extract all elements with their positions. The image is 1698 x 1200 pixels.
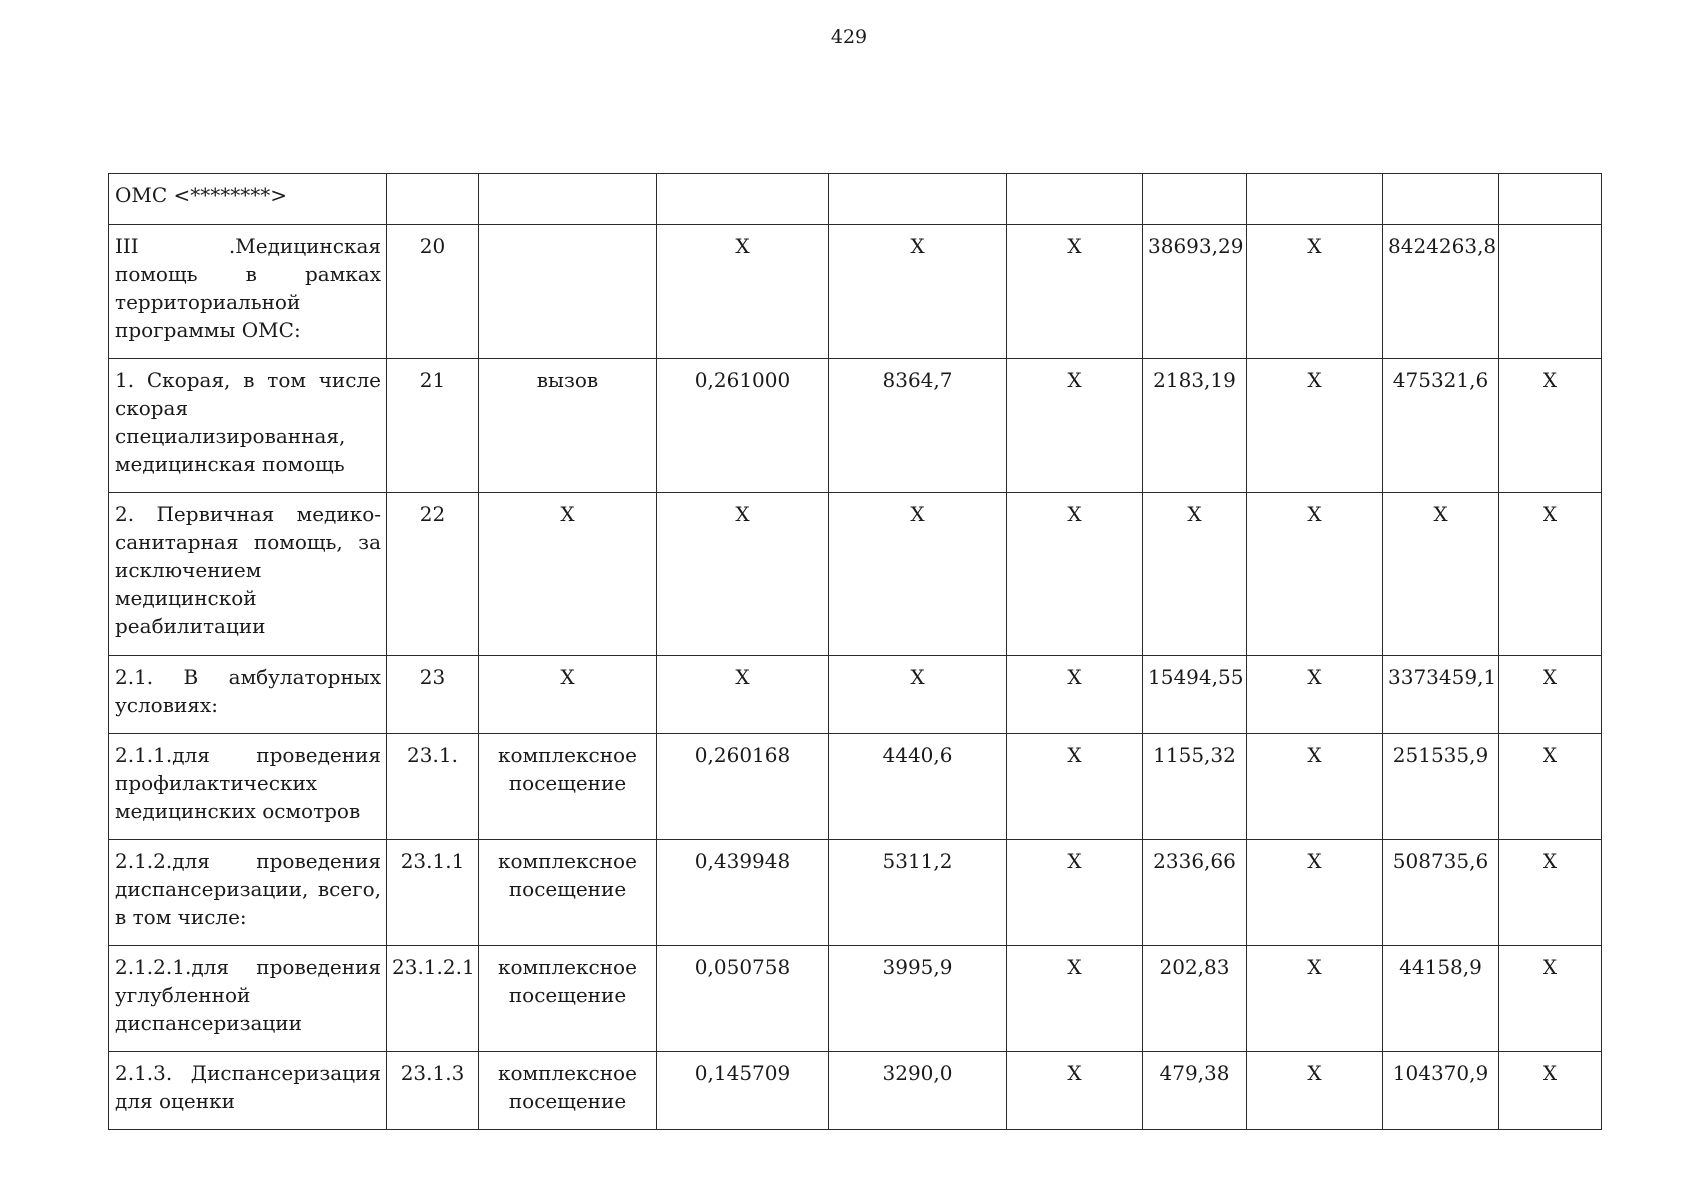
- table-cell-c6: 15494,55: [1143, 656, 1247, 734]
- table-cell-code: 22: [387, 493, 479, 656]
- table-cell-c7: X: [1247, 734, 1383, 840]
- table-row: [109, 946, 1602, 1052]
- table-cell-c6: 38693,29: [1143, 225, 1247, 359]
- table-cell-c7: X: [1247, 946, 1383, 1052]
- table-cell-c6: 2336,66: [1143, 840, 1247, 946]
- table-row: [109, 225, 1602, 359]
- table-cell-c6: 2183,19: [1143, 359, 1247, 493]
- table-cell-c8: 3373459,1: [1383, 656, 1499, 734]
- table-cell-code: 23: [387, 656, 479, 734]
- table-cell-c3: 0,260168: [657, 734, 829, 840]
- table-cell-c5: X: [1007, 946, 1143, 1052]
- table-cell-unit: вызов: [479, 359, 657, 493]
- table-cell-c7: X: [1247, 493, 1383, 656]
- table-cell-c7: X: [1247, 1052, 1383, 1130]
- table-cell-c9: [1499, 174, 1602, 225]
- table-cell-c7: X: [1247, 840, 1383, 946]
- table-cell-code: [387, 174, 479, 225]
- table-cell-c4: 4440,6: [829, 734, 1007, 840]
- table-cell-c3: [657, 174, 829, 225]
- table-cell-c5: X: [1007, 840, 1143, 946]
- table-cell-c8: 104370,9: [1383, 1052, 1499, 1130]
- table-cell-c5: X: [1007, 656, 1143, 734]
- table-cell-c8: 508735,6: [1383, 840, 1499, 946]
- table-cell-c4: 3290,0: [829, 1052, 1007, 1130]
- table-cell-unit: комплексное посещение: [479, 946, 657, 1052]
- table-cell-code: 23.1.1: [387, 840, 479, 946]
- table-cell-unit: [479, 225, 657, 359]
- table-cell-label: III .Медицинская помощь в рамках территориальной программы ОМС:: [109, 225, 387, 359]
- table-cell-code: 23.1.: [387, 734, 479, 840]
- table-cell-c8: X: [1383, 493, 1499, 656]
- table-cell-c5: X: [1007, 734, 1143, 840]
- table-cell-c4: X: [829, 225, 1007, 359]
- table-cell-label: ОМС <********>: [109, 174, 387, 225]
- table-row: [109, 840, 1602, 946]
- table-cell-c8: [1383, 174, 1499, 225]
- table-cell-c7: [1247, 174, 1383, 225]
- table-cell-c5: X: [1007, 225, 1143, 359]
- table-cell-c6: X: [1143, 493, 1247, 656]
- table-cell-unit: X: [479, 656, 657, 734]
- table-cell-c6: 202,83: [1143, 946, 1247, 1052]
- table-cell-label: 2.1.2.для проведения диспансеризации, всего, в том числе:: [109, 840, 387, 946]
- table-cell-c5: [1007, 174, 1143, 225]
- table-cell-c9: X: [1499, 493, 1602, 656]
- table-row: [109, 174, 1602, 225]
- table-cell-c3: X: [657, 493, 829, 656]
- table-cell-c3: 0,439948: [657, 840, 829, 946]
- table-cell-c3: 0,261000: [657, 359, 829, 493]
- table-cell-c9: [1499, 225, 1602, 359]
- table-cell-c5: X: [1007, 493, 1143, 656]
- table-cell-unit: комплексное посещение: [479, 840, 657, 946]
- data-table: [108, 173, 1602, 1130]
- table-cell-c8: 475321,6: [1383, 359, 1499, 493]
- table-cell-c6: 1155,32: [1143, 734, 1247, 840]
- table-row: [109, 656, 1602, 734]
- table-cell-c5: X: [1007, 359, 1143, 493]
- table-cell-c9: X: [1499, 656, 1602, 734]
- table-cell-code: 23.1.2.1: [387, 946, 479, 1052]
- table-cell-unit: [479, 174, 657, 225]
- table-cell-c9: X: [1499, 1052, 1602, 1130]
- page-number: 429: [830, 26, 868, 48]
- table-cell-label: 2.1.1.для проведения профилактических медицинских осмотров: [109, 734, 387, 840]
- table-cell-c5: X: [1007, 1052, 1143, 1130]
- table-cell-c4: X: [829, 493, 1007, 656]
- table-cell-label: 2.1. В амбулаторных условиях:: [109, 656, 387, 734]
- table-cell-c6: 479,38: [1143, 1052, 1247, 1130]
- table-cell-c4: 3995,9: [829, 946, 1007, 1052]
- table-cell-c4: 5311,2: [829, 840, 1007, 946]
- table-cell-c6: [1143, 174, 1247, 225]
- table-cell-label: 2.1.3. Диспансеризация для оценки: [109, 1052, 387, 1130]
- table-cell-c8: 44158,9: [1383, 946, 1499, 1052]
- table-cell-c4: 8364,7: [829, 359, 1007, 493]
- table-cell-unit: комплексное посещение: [479, 1052, 657, 1130]
- table-cell-c8: 8424263,8: [1383, 225, 1499, 359]
- table-cell-c9: X: [1499, 840, 1602, 946]
- table-cell-c7: X: [1247, 225, 1383, 359]
- table-cell-c3: 0,050758: [657, 946, 829, 1052]
- table-cell-label: 2.1.2.1.для проведения углубленной диспансеризации: [109, 946, 387, 1052]
- table-cell-code: 20: [387, 225, 479, 359]
- table-row: [109, 493, 1602, 656]
- table-cell-label: 2. Первичная медико-санитарная помощь, за исключением медицинской реабилитации: [109, 493, 387, 656]
- table-row: [109, 1052, 1602, 1130]
- table-cell-c4: [829, 174, 1007, 225]
- table-cell-c3: X: [657, 225, 829, 359]
- table-cell-label: 1. Скорая, в том числе скорая специализированная, медицинская помощь: [109, 359, 387, 493]
- table-row: [109, 734, 1602, 840]
- table-cell-unit: X: [479, 493, 657, 656]
- table-cell-c7: X: [1247, 656, 1383, 734]
- table-row: [109, 359, 1602, 493]
- table-cell-c4: X: [829, 656, 1007, 734]
- table-cell-c9: X: [1499, 734, 1602, 840]
- table-cell-c7: X: [1247, 359, 1383, 493]
- table-cell-c9: X: [1499, 359, 1602, 493]
- table-cell-unit: комплексное посещение: [479, 734, 657, 840]
- table-cell-code: 23.1.3: [387, 1052, 479, 1130]
- table-cell-c8: 251535,9: [1383, 734, 1499, 840]
- table-cell-c3: X: [657, 656, 829, 734]
- table-cell-c9: X: [1499, 946, 1602, 1052]
- table-cell-c3: 0,145709: [657, 1052, 829, 1130]
- table-cell-code: 21: [387, 359, 479, 493]
